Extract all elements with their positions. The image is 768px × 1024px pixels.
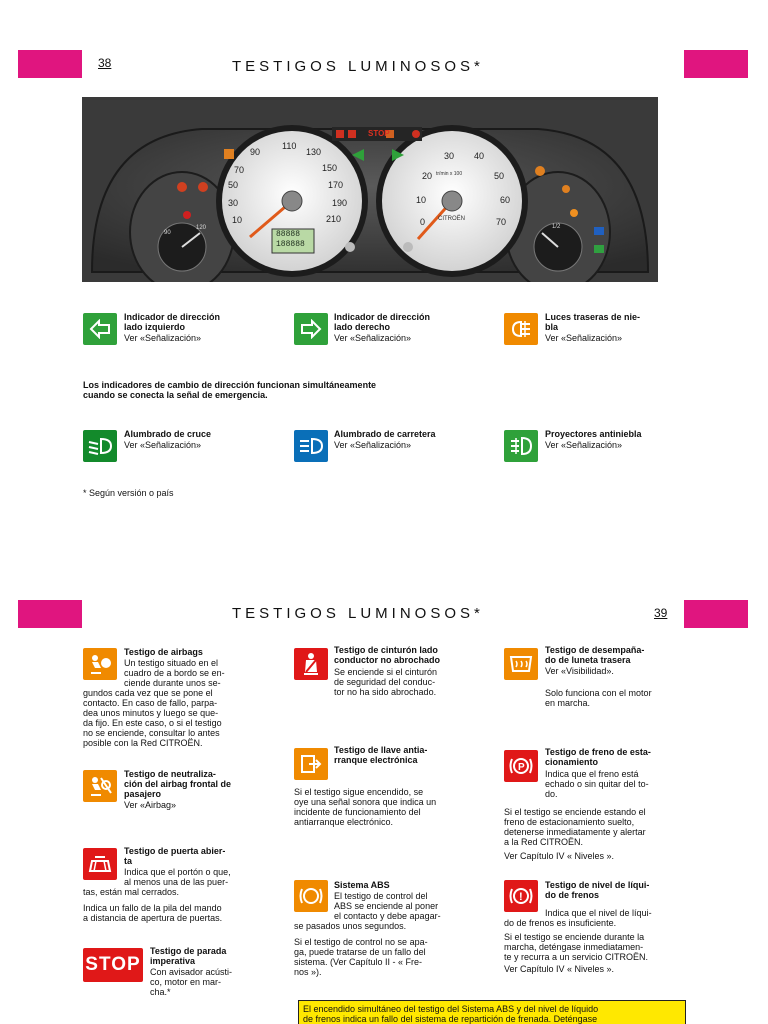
- luneta-ref: Ver «Visibilidad».: [545, 666, 614, 676]
- neutralizacion-title-3: pasajero: [124, 789, 162, 799]
- puerta-title-2: ta: [124, 856, 133, 866]
- neutralizacion-title: Testigo de neutraliza-: [124, 769, 216, 779]
- tacho-unit: tr/min x 100: [436, 171, 463, 177]
- tacho-mark: 30: [444, 151, 455, 161]
- high-beam-title: Alumbrado de carretera: [334, 429, 436, 439]
- speedo-mark: 10: [232, 215, 243, 225]
- cinturon-title-2: conductor no abrochado: [334, 655, 441, 665]
- puerta-line: tas, están mal cerrados.: [83, 887, 180, 897]
- llave-line: antiarranque electrónico.: [294, 817, 394, 827]
- neutralizacion-ref: Ver «Airbag»: [124, 800, 177, 810]
- neutralizacion-title-2: ción del airbag frontal de: [124, 779, 232, 789]
- liquido-extra: Si el testigo se enciende durante la: [504, 932, 645, 942]
- stop-lamp-text: STOP: [368, 129, 390, 138]
- arrow-right-icon: [294, 313, 328, 345]
- abs-line: el contacto y debe apagar-: [334, 911, 441, 921]
- rear-fog-title-2: bla: [545, 322, 559, 332]
- abs-extra: Si el testigo de control no se apa-: [294, 937, 428, 947]
- turn-right-title-2: lado derecho: [334, 322, 391, 332]
- arrow-left-icon: [83, 313, 117, 345]
- rear-fog-icon: [504, 313, 538, 345]
- stop-line: cha.*: [150, 987, 171, 997]
- parking-brake-icon: [504, 750, 538, 782]
- rear-defrost-icon: [504, 648, 538, 680]
- puerta-line: al menos una de las puer-: [124, 877, 229, 887]
- temp-mark: 120: [196, 225, 207, 231]
- svg-text:P: P: [518, 762, 525, 773]
- freno-title-2: cionamiento: [545, 757, 599, 767]
- page-title: TESTIGOS LUMINOSOS*: [232, 58, 484, 75]
- stop-icon-text: STOP: [85, 954, 141, 975]
- high-beam-icon: [294, 430, 328, 462]
- llave-title-2: rranque electrónica: [334, 755, 418, 765]
- freno-line: do.: [545, 789, 558, 799]
- page-tab-right: [684, 600, 748, 628]
- temp-mark: 90: [164, 230, 171, 236]
- page-title: TESTIGOS LUMINOSOS*: [232, 605, 484, 622]
- cinturon-line: Se enciende si el cinturón: [334, 667, 438, 677]
- cinturon-line: de seguridad del conduc-: [334, 677, 436, 687]
- speedo-mark: 110: [282, 141, 297, 151]
- airbag-title: Testigo de airbags: [124, 647, 203, 657]
- airbag-line: gundos cada vez que se pone el: [83, 688, 213, 698]
- airbag-line: posible con la Red CITROËN.: [83, 738, 203, 748]
- airbag-line: Un testigo situado en el: [124, 658, 219, 668]
- speedo-mark: 130: [306, 147, 322, 157]
- airbag-icon: [83, 648, 117, 680]
- airbag-line: da fijo. En este caso, o si el testigo: [83, 718, 222, 728]
- low-beam-icon: [83, 430, 117, 462]
- freno-extra: freno de estacionamiento suelto,: [504, 817, 635, 827]
- tacho-mark: 20: [422, 171, 433, 181]
- page-tab-left: [18, 600, 82, 628]
- airbag-line: ciende durante unos se-: [124, 678, 221, 688]
- stop-title-2: imperativa: [150, 956, 196, 966]
- liquido-line: do de frenos es insuficiente.: [504, 918, 617, 928]
- freno-title: Testigo de freno de esta-: [545, 747, 651, 757]
- cinturon-line: tor no ha sido abrochado.: [334, 687, 437, 697]
- llave-line: Si el testigo sigue encendido, se: [294, 787, 424, 797]
- footnote: * Según versión o país: [83, 488, 174, 498]
- rear-fog-title: Luces traseras de nie-: [545, 312, 641, 322]
- abs-line: ABS se enciende al poner: [334, 901, 439, 911]
- stop-line: Con avisador acústi-: [150, 967, 233, 977]
- tacho-mark: 50: [494, 171, 505, 181]
- speedo-mark: 170: [328, 180, 344, 190]
- liquido-line: Indica que el nivel de líqui-: [545, 908, 652, 918]
- page-tab-right: [684, 50, 748, 78]
- front-fog-icon: [504, 430, 538, 462]
- high-beam-ref: Ver «Señalización»: [334, 440, 412, 450]
- airbag-line: dea unos minutos y luego se que-: [83, 708, 219, 718]
- airbag-line: cuadro de a bordo se en-: [124, 668, 225, 678]
- abs-extra: ga, puede tratarse de un fallo del: [294, 947, 426, 957]
- brake-fluid-icon: [504, 880, 538, 912]
- airbag-line: contacto. En caso de fallo, parpa-: [83, 698, 218, 708]
- liquido-title: Testigo de nivel de líqui-: [545, 880, 650, 890]
- abs-extra: sistema. (Ver Capítulo II - « Fre-: [294, 957, 423, 967]
- llave-line: oye una señal sonora que indica un: [294, 797, 437, 807]
- seatbelt-icon: [294, 648, 328, 680]
- tacho-mark: 40: [474, 151, 485, 161]
- tacho-mark: 0: [420, 217, 426, 227]
- luneta-title: Testigo de desempaña-: [545, 645, 645, 655]
- airbag-line: no se enciende, consultar lo antes: [83, 728, 220, 738]
- speedo-mark: 90: [250, 147, 261, 157]
- speedo-mark: 30: [228, 198, 239, 208]
- speedo-mark: 190: [332, 198, 348, 208]
- odometer-readout: 88888: [276, 230, 301, 239]
- front-fog-title: Proyectores antiniebla: [545, 429, 642, 439]
- immobilizer-key-icon: [294, 748, 328, 780]
- front-fog-ref: Ver «Señalización»: [545, 440, 623, 450]
- page-tab-left: [18, 50, 82, 78]
- luneta-extra: Solo funciona con el motor: [545, 688, 652, 698]
- brake-warning-box: [298, 1000, 686, 1024]
- freno-ver: Ver Capítulo IV « Niveles ».: [504, 851, 615, 861]
- liquido-extra: te y recurra a un servicio CITROËN.: [504, 952, 649, 962]
- rear-fog-ref: Ver «Señalización»: [545, 333, 623, 343]
- freno-extra: detenerse inmediatamente y alertar: [504, 827, 646, 837]
- freno-extra: Si el testigo se enciende estando el: [504, 807, 646, 817]
- turn-left-title-2: lado izquierdo: [124, 322, 186, 332]
- liquido-ver: Ver Capítulo IV « Niveles ».: [504, 964, 615, 974]
- trip-readout: 188888: [276, 240, 305, 249]
- door-open-icon: [83, 848, 117, 880]
- tacho-mark: 70: [496, 217, 507, 227]
- speedo-mark: 70: [234, 165, 245, 175]
- brand-text: CITROËN: [438, 216, 465, 222]
- llave-line: incidente de funcionamiento del: [294, 807, 421, 817]
- hazard-note-line-1: Los indicadores de cambio de dirección funcionan simultáneamente: [83, 380, 377, 390]
- svg-text:!: !: [519, 891, 523, 903]
- stop-title: Testigo de parada: [150, 946, 227, 956]
- warning-line-1: El encendido simultáneo del testigo del Sistema ABS y del nivel de líquido: [303, 1004, 599, 1014]
- puerta-extra: Indica un fallo de la pila del mando: [83, 903, 222, 913]
- abs-icon: [294, 880, 328, 912]
- warning-line-2: de frenos indica un fallo del sistema de repartición de frenada. Deténgase: [303, 1014, 598, 1024]
- page-number: 39: [654, 606, 668, 620]
- stop-line: co, motor en mar-: [150, 977, 222, 987]
- turn-right-title: Indicador de dirección: [334, 312, 431, 322]
- airbag-off-icon: [83, 770, 117, 802]
- liquido-title-2: do de frenos: [545, 890, 600, 900]
- speedo-mark: 210: [326, 214, 342, 224]
- hazard-note-line-2: cuando se conecta la señal de emergencia.: [83, 390, 268, 400]
- turn-right-ref: Ver «Señalización»: [334, 333, 412, 343]
- instrument-cluster-image: [82, 97, 658, 282]
- low-beam-title: Alumbrado de cruce: [124, 429, 212, 439]
- luneta-extra: en marcha.: [545, 698, 591, 708]
- tacho-mark: 60: [500, 195, 511, 205]
- liquido-extra: marcha, deténgase inmediatamen-: [504, 942, 644, 952]
- speedo-mark: 150: [322, 163, 338, 173]
- llave-title: Testigo de llave antia-: [334, 745, 428, 755]
- fuel-mark: 1/2: [552, 224, 561, 230]
- turn-left-title: Indicador de dirección: [124, 312, 221, 322]
- freno-extra: a la Red CITROËN.: [504, 837, 584, 847]
- cinturon-title: Testigo de cinturón lado: [334, 645, 438, 655]
- speedo-mark: 50: [228, 180, 239, 190]
- freno-line: Indica que el freno está: [545, 769, 639, 779]
- puerta-extra: a distancia de apertura de puertas.: [83, 913, 223, 923]
- freno-line: echado o sin quitar del to-: [545, 779, 649, 789]
- tacho-mark: 10: [416, 195, 427, 205]
- abs-title: Sistema ABS: [334, 880, 390, 890]
- puerta-line: Indica que el portón o que,: [124, 867, 231, 877]
- low-beam-ref: Ver «Señalización»: [124, 440, 202, 450]
- puerta-title: Testigo de puerta abier-: [124, 846, 226, 856]
- abs-line: El testigo de control del: [334, 891, 428, 901]
- abs-extra: nos »).: [294, 967, 322, 977]
- turn-left-ref: Ver «Señalización»: [124, 333, 202, 343]
- abs-line: se pasados unos segundos.: [294, 921, 407, 931]
- page-number: 38: [98, 56, 112, 70]
- luneta-title-2: do de luneta trasera: [545, 655, 631, 665]
- stop-icon: [83, 948, 143, 982]
